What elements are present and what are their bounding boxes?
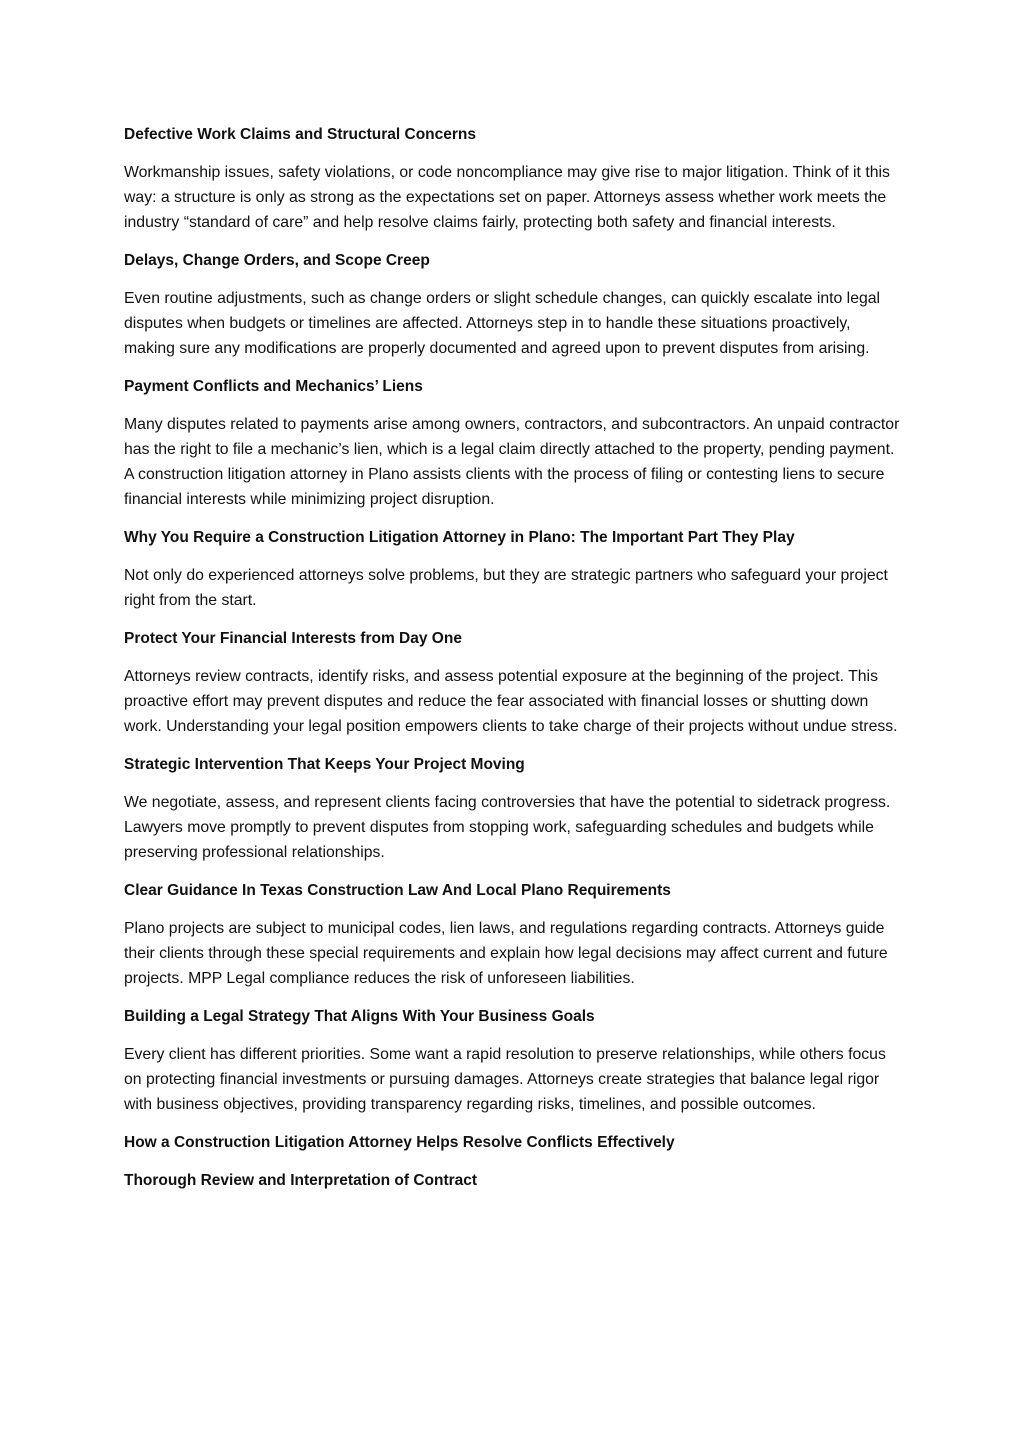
section-heading: How a Construction Litigation Attorney Helps Resolve Conflicts Effectively bbox=[124, 1134, 675, 1151]
section-body: Even routine adjustments, such as change orders or slight schedule changes, can quickly escalate into legal disputes when budgets or timelines are affected. Attorneys step in to handle these situations proactively, making sure any modifications are properly documented and agreed upon to prevent disputes from arising. bbox=[124, 290, 881, 357]
section-heading: Defective Work Claims and Structural Concerns bbox=[124, 126, 477, 143]
section-heading: Why You Require a Construction Litigation Attorney in Plano: The Important Part They Play bbox=[124, 529, 795, 546]
section-heading: Building a Legal Strategy That Aligns With Your Business Goals bbox=[124, 1008, 595, 1025]
section-heading: Delays, Change Orders, and Scope Creep bbox=[124, 252, 430, 269]
section-heading: Protect Your Financial Interests from Day One bbox=[124, 630, 462, 647]
section-body: Many disputes related to payments arise among owners, contractors, and subcontractors. An unpaid contractor has the right to file a mechanic’s lien, which is a legal claim directly attached to the property, pending payment. A construction litigation attorney in Plano assists clients with the process of filing or contesting liens to secure financial interests while minimizing project disruption. bbox=[124, 416, 900, 508]
section-body: Attorneys review contracts, identify risks, and assess potential exposure at the beginning of the project. This proactive effort may prevent disputes and reduce the fear associated with financial losses or shutting down work. Understanding your legal position empowers clients to take charge of their projects without undue stress. bbox=[124, 668, 898, 735]
section-body: Workmanship issues, safety violations, or code noncompliance may give rise to major litigation. Think of it this way: a structure is only as strong as the expectations set on paper. Attorneys assess whether work meets the industry “standard of care” and help resolve claims fairly, protecting both safety and financial interests. bbox=[124, 164, 890, 231]
section-heading: Clear Guidance In Texas Construction Law And Local Plano Requirements bbox=[124, 882, 671, 899]
section-body: Not only do experienced attorneys solve problems, but they are strategic partners who safeguard your project right from the start. bbox=[124, 567, 888, 609]
section-body: Every client has different priorities. Some want a rapid resolution to preserve relationships, while others focus on protecting financial investments or pursuing damages. Attorneys create strategies that balance legal rigor with business objectives, providing transparency regarding risks, timelines, and possible outcomes. bbox=[124, 1046, 886, 1113]
section-body: We negotiate, assess, and represent clients facing controversies that have the potential to sidetrack progress. Lawyers move promptly to prevent disputes from stopping work, safeguarding schedules and budgets while preserving professional relationships. bbox=[124, 794, 891, 861]
section-heading: Thorough Review and Interpretation of Contract bbox=[124, 1172, 478, 1189]
section-heading: Payment Conflicts and Mechanics’ Liens bbox=[124, 378, 423, 395]
section-body: Plano projects are subject to municipal codes, lien laws, and regulations regarding contracts. Attorneys guide their clients through these special requirements and explain how legal decisions may affect current and future projects. MPP Legal compliance reduces the risk of unforeseen liabilities. bbox=[124, 920, 888, 987]
section-heading: Strategic Intervention That Keeps Your Project Moving bbox=[124, 756, 525, 773]
document-page bbox=[124, 122, 904, 1206]
